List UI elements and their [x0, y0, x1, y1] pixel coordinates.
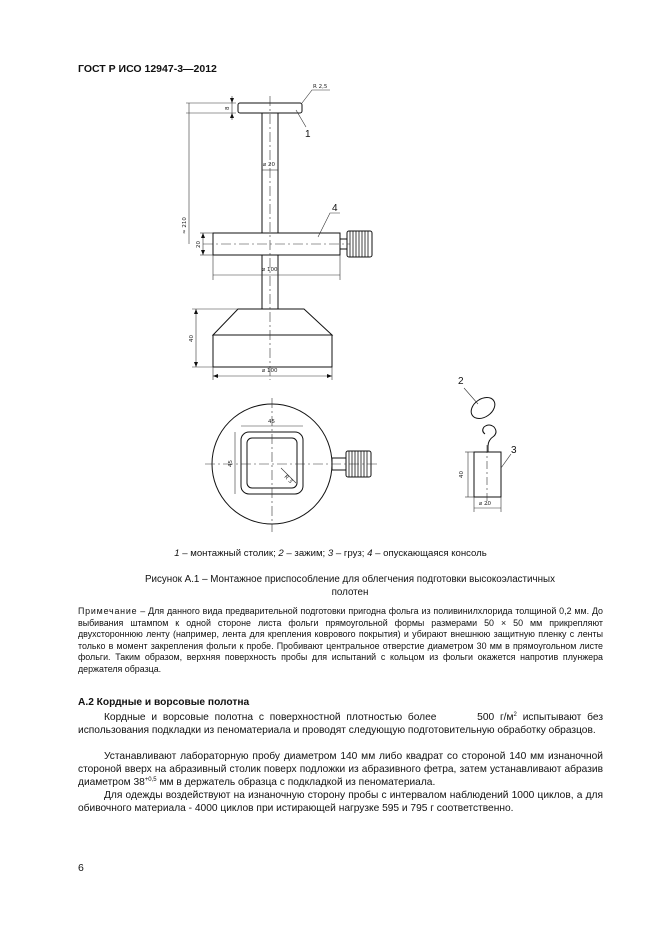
p2-part-b: мм в держатель образца с подкладкой из пеноматериала.	[156, 777, 436, 788]
paragraph-3	[78, 789, 603, 815]
p2-sup: +0,5	[144, 777, 157, 783]
page-number: 6	[78, 862, 84, 874]
dim-d100-arm: ⌀ 100	[262, 267, 278, 273]
dim-r25: R 2,5	[313, 84, 328, 90]
paragraph-2	[78, 750, 603, 789]
weight-cylinder	[474, 452, 501, 497]
dim-h20: 20	[196, 241, 202, 248]
legend-num-4: 4	[367, 548, 373, 559]
document-header: ГОСТ Р ИСО 12947-3—2012	[78, 63, 217, 75]
base-block	[213, 335, 332, 367]
dim-d20-weight: ⌀ 20	[479, 501, 492, 507]
dim-r3: R 3	[282, 474, 294, 485]
legend-text-1: – монтажный столик;	[179, 548, 279, 559]
hook	[483, 425, 496, 452]
caption-line-2: полотен	[331, 587, 369, 598]
legend-text-3: – груз;	[333, 548, 368, 559]
p1-part-a: Кордные и ворсовые полотна с поверхностной плотностью более	[104, 712, 437, 723]
caption-line-1: Рисунок А.1 – Монтажное приспособление для облегчения подготовки высокоэластичных	[145, 574, 555, 585]
dim-h45: 45	[228, 460, 234, 467]
base-trapezoid	[213, 309, 332, 335]
p2-part-a: Устанавливают лабораторную пробу диаметром 140 мм либо квадрат со стороной 140 мм изнаночной стороной вверх на абразивный столик поверх подложки из абразивного фетра, затем устанавливают абразив диаметром 38	[78, 751, 603, 788]
legend-num-1: 1	[174, 548, 180, 559]
dim-l210: ≈ 210	[182, 217, 188, 234]
legend-text-2: – зажим;	[283, 548, 328, 559]
figure-caption	[100, 573, 600, 599]
p1-sup: 2	[513, 712, 517, 718]
callout-3: 3	[511, 445, 517, 456]
callout-4: 4	[332, 203, 338, 214]
dim-h8: 8	[225, 106, 231, 110]
note-label: Примечание	[78, 606, 138, 616]
callout-2: 2	[458, 376, 464, 387]
dim-h40-weight: 40	[459, 471, 465, 478]
figure-legend	[0, 548, 661, 559]
legend-num-2: 2	[278, 548, 284, 559]
dim-h40: 40	[189, 335, 195, 342]
legend-num-3: 3	[327, 548, 334, 559]
note-text: – Для данного вида предварительной подготовки пригодна фольга из поливинилхлорида толщиной 0,2 мм. До выбивания штампом к одной стороне листа фольги прямоугольной формы размерами 50 × 50 мм прикрепляют двухстороннюю ленту (например, лента для крепления коврового покрытия) и убирают внешнюю защитную пленку с ленты только в момент закрепления фольги к пробе. Пробивают центральное отверстие диаметром 30 мм в прямоугольном листе фольги. Таким образом, верхняя поверхность пробы для испытаний с кольцом из фольги окажется напротив плунжера держателя образца.	[78, 606, 603, 674]
p1-part-b: 500 г/м	[477, 712, 514, 723]
clip-ellipse	[467, 393, 499, 423]
paragraph-1	[78, 711, 603, 737]
p3-text: Для одежды воздействуют на изнаночную сторону пробы с интервалом наблюдений 1000 циклов, а для обивочного материала - 4000 циклов при истирающей нагрузке 595 и 795 г соответственно.	[78, 790, 603, 814]
dim-w45: 45	[268, 419, 275, 425]
dim-d20: ⌀ 20	[263, 162, 276, 168]
knurl-lines	[349, 231, 368, 477]
p1-part-c: испытывают без использования подкладки из пеноматериала и проводят следующую подготовительную обработку образцов.	[78, 712, 603, 736]
note-block	[78, 606, 603, 676]
section-title: А.2 Кордные и ворсовые полотна	[78, 697, 250, 708]
dim-d100-base: ⌀ 100	[262, 368, 278, 374]
callout-1: 1	[305, 129, 311, 140]
legend-text-4: – опускающаяся консоль	[372, 548, 487, 559]
